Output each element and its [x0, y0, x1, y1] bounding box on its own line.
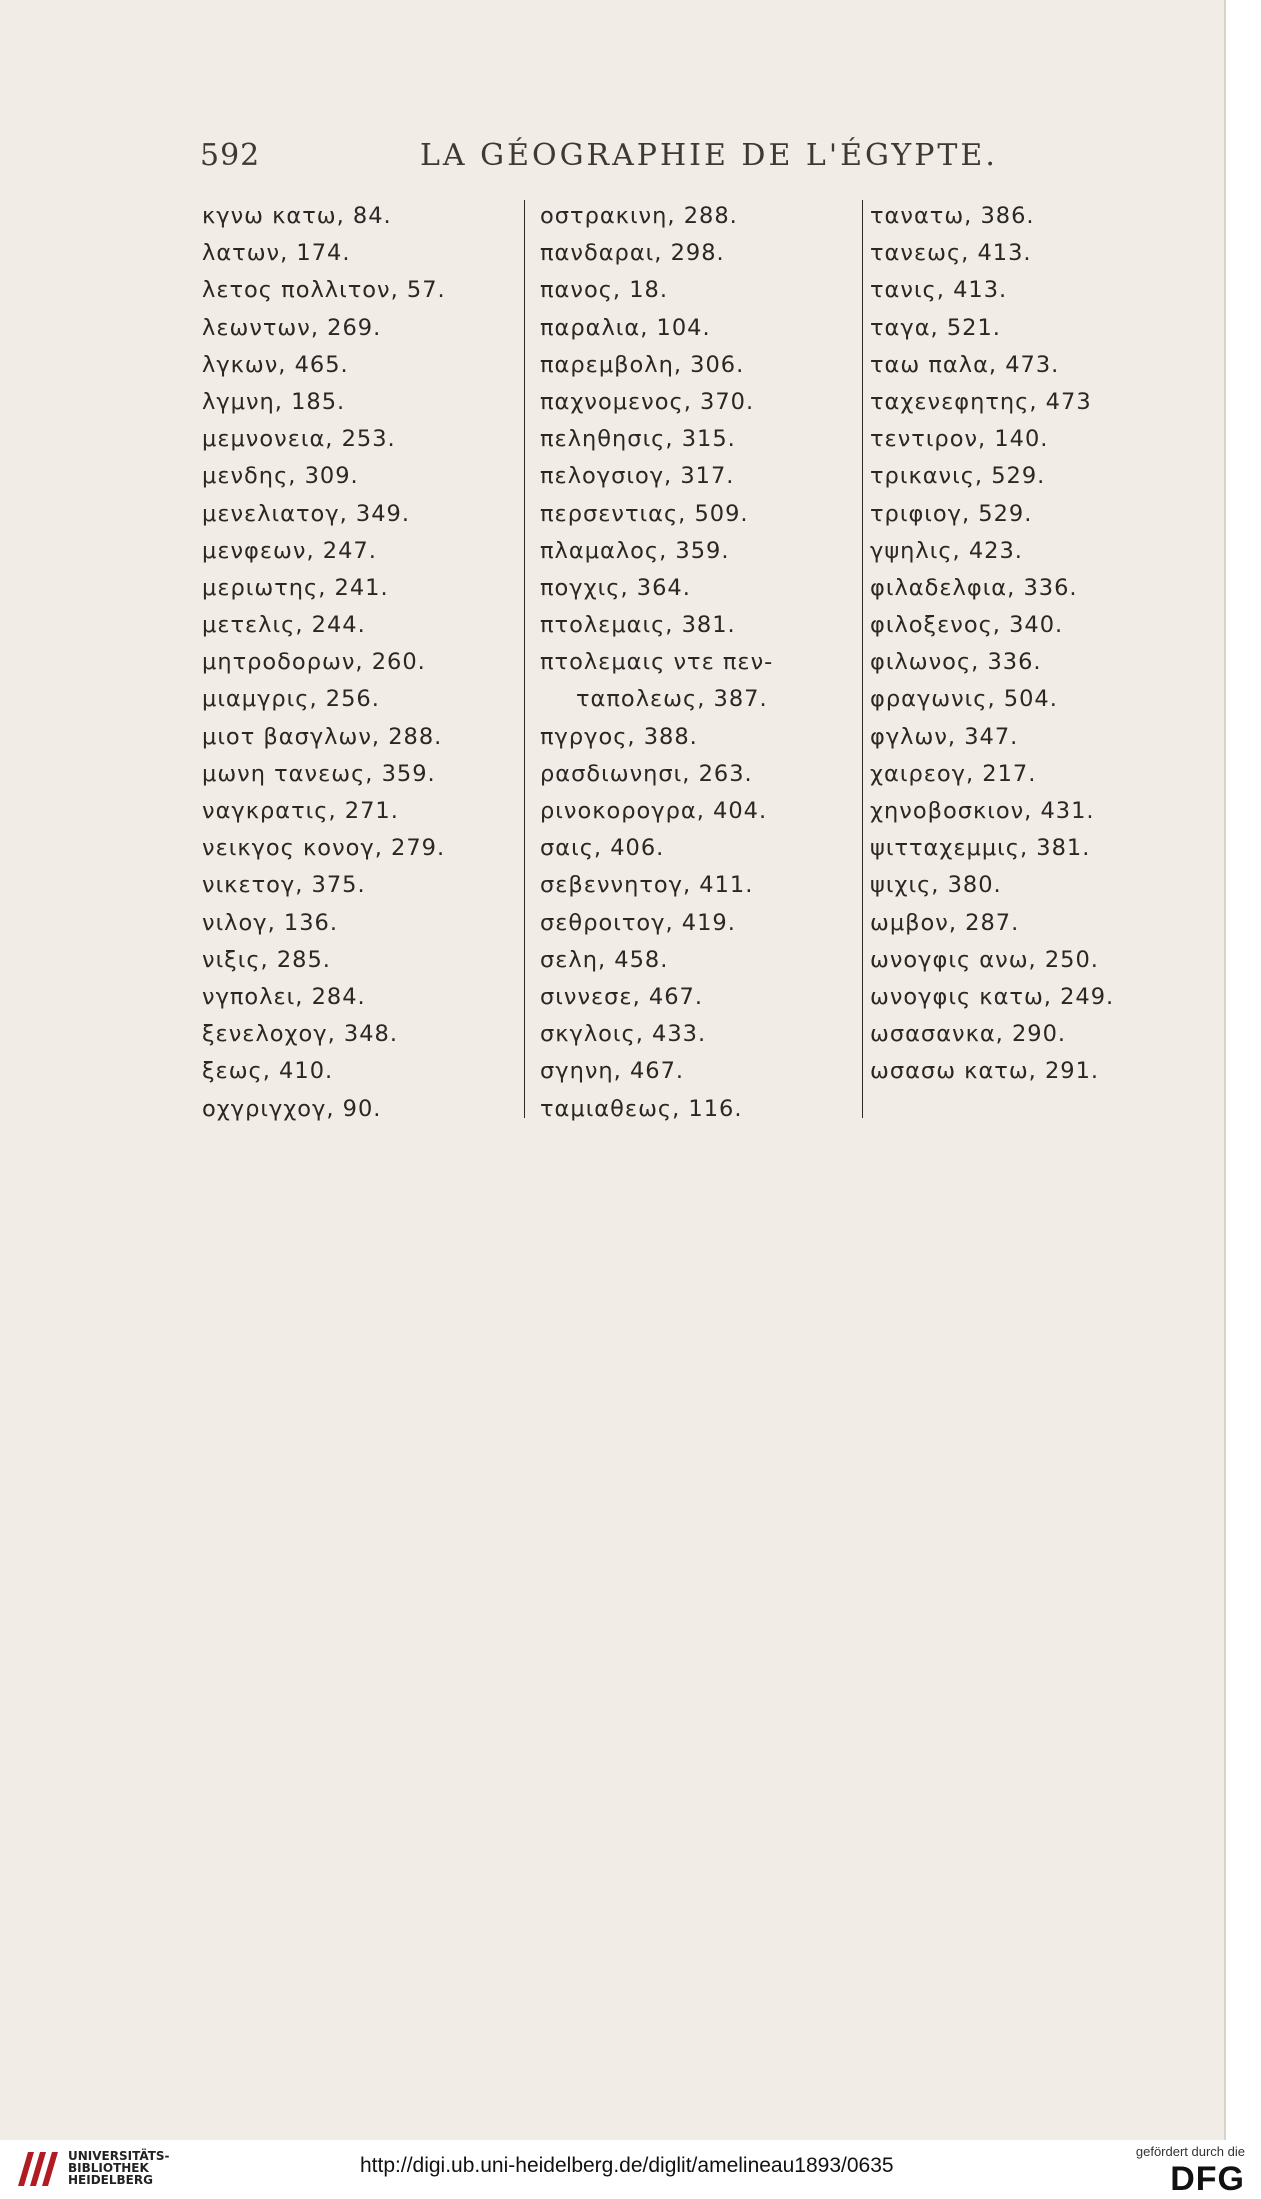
index-entry: τανις, 413. — [870, 277, 1008, 304]
index-entry: σαις, 406. — [540, 835, 665, 862]
index-entry: ρασδιωνησι, 263. — [540, 760, 753, 787]
index-entry: ψιτταχεμμις, 381. — [870, 835, 1091, 862]
index-entry: νιξις, 285. — [202, 946, 331, 973]
index-entry: ψιχις, 380. — [870, 872, 1002, 899]
index-entry: πεληθησις, 315. — [540, 426, 736, 453]
index-entry: μιοτ βασγλων, 288. — [202, 723, 443, 750]
library-name-line: BIBLIOTHEK — [68, 2161, 149, 2175]
index-entry: τριφιογ, 529. — [870, 500, 1033, 527]
index-entry: ωσασω κατω, 291. — [870, 1058, 1100, 1085]
index-entry: μωνη τανεως, 359. — [202, 760, 436, 787]
index-entry: τρικανις, 529. — [870, 463, 1046, 490]
page-number: 592 — [200, 138, 261, 173]
index-entry: τανεως, 413. — [870, 240, 1032, 267]
index-entry: σκγλοις, 433. — [540, 1021, 707, 1048]
funding-note: gefördert durch die — [1135, 2144, 1245, 2159]
index-entry: ξεως, 410. — [202, 1058, 334, 1085]
index-entry: νικετογ, 375. — [202, 872, 366, 899]
index-entry: ξενελοχογ, 348. — [202, 1021, 398, 1048]
index-entry: πλαμαλος, 359. — [540, 537, 730, 564]
index-entry: φραγωνις, 504. — [870, 686, 1058, 713]
index-entry: μενδης, 309. — [202, 463, 359, 490]
index-entry: πελογσιογ, 317. — [540, 463, 735, 490]
index-entry: ταγα, 521. — [870, 314, 1001, 341]
page-header — [0, 138, 1224, 188]
index-entry: λεωντων, 269. — [202, 314, 382, 341]
running-title: LA GÉOGRAPHIE DE L'ÉGYPTE. — [420, 138, 998, 173]
index-entry: ωσασανκα, 290. — [870, 1021, 1067, 1048]
index-entry: μενφεων, 247. — [202, 537, 377, 564]
index-entry: σγηνη, 467. — [540, 1058, 685, 1085]
index-entry: νγπολει, 284. — [202, 983, 366, 1010]
index-entry: οχγριγχογ, 90. — [202, 1095, 382, 1122]
index-entry: ναγκρατις, 271. — [202, 798, 399, 824]
dfg-logo: DFG — [1170, 2160, 1245, 2198]
index-entry: φιλοξενος, 340. — [870, 612, 1064, 639]
library-name-line: HEIDELBERG — [68, 2173, 153, 2187]
index-entry: σεβεννητογ, 411. — [540, 872, 754, 899]
library-name — [68, 2150, 170, 2186]
index-entry: μεριωτης, 241. — [202, 574, 389, 601]
index-entry: ωνογφις ανω, 250. — [870, 946, 1099, 973]
index-entry: φγλων, 347. — [870, 723, 1019, 750]
index-entry: σιννεσε, 467. — [540, 983, 703, 1010]
index-entry: πανδαραι, 298. — [540, 240, 725, 267]
index-entry: ταω παλα, 473. — [870, 351, 1060, 378]
index-entry: μετελις, 244. — [202, 612, 366, 639]
index-column-2 — [540, 198, 860, 1128]
index-column-3 — [870, 198, 1205, 1091]
index-entry: πανος, 18. — [540, 277, 669, 304]
index-entry: γψηλις, 423. — [870, 537, 1023, 564]
index-entry: λγκων, 465. — [202, 351, 349, 378]
index-entry: ταπολεως, 387. — [576, 686, 768, 713]
index-entry: ταμιαθεως, 116. — [540, 1095, 743, 1122]
index-entry: τεντιρον, 140. — [870, 426, 1049, 453]
index-entry: μητροδορων, 260. — [202, 649, 426, 676]
index-entry: ωνογφις κατω, 249. — [870, 983, 1115, 1010]
index-column-1 — [202, 198, 522, 1128]
index-entry: σελη, 458. — [540, 946, 669, 973]
index-entry: μιαμγρις, 256. — [202, 686, 380, 713]
index-entry: χηνοβοσκιον, 431. — [870, 798, 1095, 824]
index-entry: πγργος, 388. — [540, 723, 698, 750]
index-entry: περσεντιας, 509. — [540, 500, 749, 527]
index-entry: φιλωνος, 336. — [870, 649, 1042, 676]
index-entry: λατων, 174. — [202, 240, 351, 267]
library-name-line: UNIVERSITÄTS- — [68, 2149, 170, 2163]
index-entry: μενελιατογ, 349. — [202, 500, 410, 527]
index-entry: πογχις, 364. — [540, 574, 691, 601]
index-entry: φιλαδελφια, 336. — [870, 574, 1078, 601]
index-entry: πτολεμαις, 381. — [540, 612, 736, 639]
index-entry: παραλια, 104. — [540, 314, 711, 341]
column-divider — [524, 200, 525, 1118]
digitization-footer — [0, 2140, 1261, 2196]
index-entry: μεμνονεια, 253. — [202, 426, 396, 453]
index-entry: οστρακινη, 288. — [540, 203, 738, 229]
index-entry: τανατω, 386. — [870, 203, 1035, 229]
index-entry: νιλογ, 136. — [202, 909, 338, 936]
index-entry: νεικγος κονογ, 279. — [202, 835, 446, 862]
index-entry: παχνομενος, 370. — [540, 388, 755, 415]
index-entry: ωμβον, 287. — [870, 909, 1020, 936]
index-entry: πτολεμαις ντε πεν- — [540, 649, 774, 676]
source-url[interactable]: http://digi.ub.uni-heidelberg.de/diglit/amelineau1893/0635 — [360, 2154, 894, 2177]
index-entry: κγνω κατω, 84. — [202, 203, 392, 229]
index-entry: ρινοκορογρα, 404. — [540, 798, 768, 824]
index-entry: λετος πολλιτον, 57. — [202, 277, 446, 304]
university-library-logo — [14, 2146, 60, 2190]
index-entry: λγμνη, 185. — [202, 388, 346, 415]
index-entry: χαιρεογ, 217. — [870, 760, 1037, 787]
index-entry: παρεμβολη, 306. — [540, 351, 745, 378]
column-divider — [862, 200, 863, 1118]
index-entry: ταχενεφητης, 473 — [870, 388, 1092, 415]
index-entry: σεθροιτογ, 419. — [540, 909, 736, 936]
